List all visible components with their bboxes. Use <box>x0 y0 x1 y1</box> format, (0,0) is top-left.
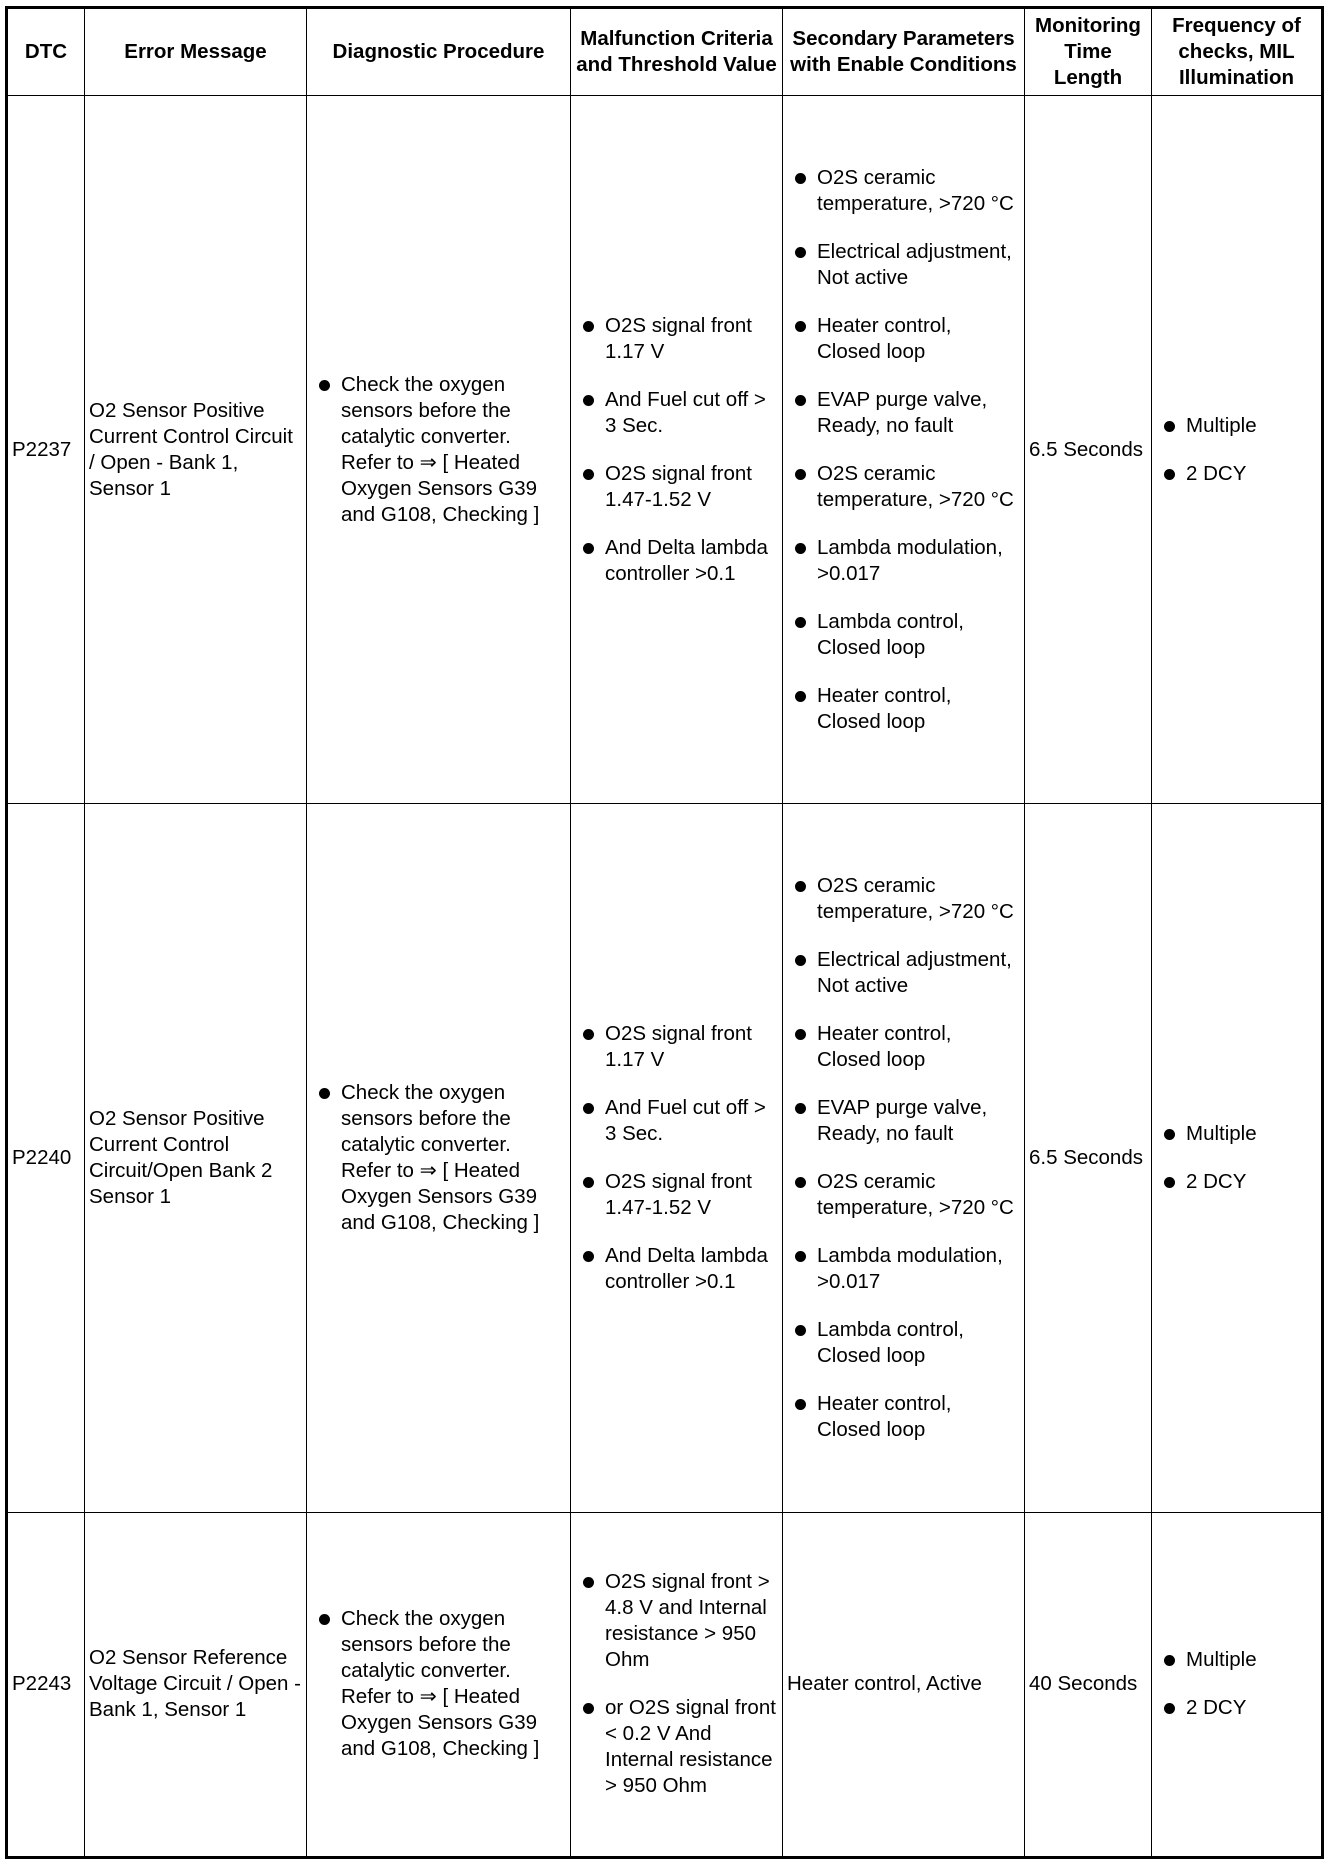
header-dtc: DTC <box>7 8 85 96</box>
diagnostic-procedure <box>307 1512 571 1857</box>
bullet-icon <box>1164 1703 1175 1714</box>
list-item: O2S signal front 1.17 V <box>575 1021 778 1073</box>
bullet-icon <box>319 1088 330 1099</box>
list-item: Heater control, Closed loop <box>787 683 1020 735</box>
header-secondary-parameters: Secondary Parameters with Enable Conditions <box>783 8 1025 96</box>
header-malfunction-criteria: Malfunction Criteria and Threshold Value <box>571 8 783 96</box>
dtc-code: P2243 <box>7 1512 85 1857</box>
list-item: Multiple <box>1156 413 1317 439</box>
frequency-list <box>1156 1647 1317 1721</box>
list-item: Lambda modulation, >0.017 <box>787 1243 1020 1295</box>
bullet-icon <box>583 321 594 332</box>
list-item: O2S ceramic temperature, >720 °C <box>787 461 1020 513</box>
header-row <box>7 8 1323 96</box>
dtc-code: P2240 <box>7 804 85 1512</box>
criteria-list <box>575 1021 778 1295</box>
secondary-list <box>787 165 1020 735</box>
list-item: O2S signal front > 4.8 V and Internal resistance > 950 Ohm <box>575 1569 778 1673</box>
bullet-icon <box>795 173 806 184</box>
bullet-icon <box>583 1103 594 1114</box>
list-item: And Fuel cut off > 3 Sec. <box>575 387 778 439</box>
bullet-icon <box>1164 469 1175 480</box>
frequency-list <box>1156 1121 1317 1195</box>
list-item: Heater control, Closed loop <box>787 1021 1020 1073</box>
malfunction-criteria <box>571 804 783 1512</box>
list-item: And Delta lambda controller >0.1 <box>575 1243 778 1295</box>
bullet-icon <box>319 1614 330 1625</box>
list-item: O2S ceramic temperature, >720 °C <box>787 1169 1020 1221</box>
bullet-icon <box>795 1177 806 1188</box>
frequency-list <box>1156 413 1317 487</box>
monitoring-time: 6.5 Seconds <box>1025 804 1152 1512</box>
list-item: And Fuel cut off > 3 Sec. <box>575 1095 778 1147</box>
bullet-icon <box>583 395 594 406</box>
bullet-icon <box>319 380 330 391</box>
list-item: Electrical adjustment, Not active <box>787 239 1020 291</box>
list-item: O2S signal front 1.17 V <box>575 313 778 365</box>
dtc-table <box>5 6 1324 1859</box>
bullet-icon <box>583 543 594 554</box>
procedure-list <box>311 372 566 528</box>
malfunction-criteria <box>571 1512 783 1857</box>
header-monitoring-time: Monitoring Time Length <box>1025 8 1152 96</box>
bullet-icon <box>1164 1129 1175 1140</box>
list-item: Electrical adjustment, Not active <box>787 947 1020 999</box>
frequency <box>1152 96 1323 804</box>
list-item: O2S signal front 1.47-1.52 V <box>575 461 778 513</box>
bullet-icon <box>795 881 806 892</box>
list-item: Lambda control, Closed loop <box>787 1317 1020 1369</box>
bullet-icon <box>795 1325 806 1336</box>
bullet-icon <box>583 469 594 480</box>
list-item: or O2S signal front < 0.2 V And Internal resistance > 950 Ohm <box>575 1695 778 1799</box>
monitoring-time: 6.5 Seconds <box>1025 96 1152 804</box>
list-item: Check the oxygen sensors before the catalytic converter. Refer to ⇒ [ Heated Oxygen Sensors G39 and G108, Checking ] <box>311 372 566 528</box>
bullet-icon <box>795 955 806 966</box>
frequency <box>1152 1512 1323 1857</box>
bullet-icon <box>795 469 806 480</box>
error-message: O2 Sensor Reference Voltage Circuit / Open - Bank 1, Sensor 1 <box>85 1512 307 1857</box>
list-item: O2S ceramic temperature, >720 °C <box>787 165 1020 217</box>
list-item: 2 DCY <box>1156 1695 1317 1721</box>
error-message: O2 Sensor Positive Current Control Circuit/Open Bank 2 Sensor 1 <box>85 804 307 1512</box>
malfunction-criteria <box>571 96 783 804</box>
bullet-icon <box>795 1399 806 1410</box>
bullet-icon <box>583 1577 594 1588</box>
bullet-icon <box>795 1103 806 1114</box>
list-item: Multiple <box>1156 1647 1317 1673</box>
bullet-icon <box>1164 421 1175 432</box>
bullet-icon <box>795 395 806 406</box>
list-item: Heater control, Closed loop <box>787 313 1020 365</box>
list-item: 2 DCY <box>1156 1169 1317 1195</box>
bullet-icon <box>795 691 806 702</box>
table-row <box>7 1512 1323 1857</box>
list-item: 2 DCY <box>1156 461 1317 487</box>
list-item: Check the oxygen sensors before the catalytic converter. Refer to ⇒ [ Heated Oxygen Sensors G39 and G108, Checking ] <box>311 1606 566 1762</box>
bullet-icon <box>583 1029 594 1040</box>
bullet-icon <box>583 1703 594 1714</box>
table-row <box>7 804 1323 1512</box>
bullet-icon <box>583 1177 594 1188</box>
criteria-list <box>575 1569 778 1799</box>
secondary-list <box>787 873 1020 1443</box>
bullet-icon <box>1164 1655 1175 1666</box>
list-item: EVAP purge valve, Ready, no fault <box>787 387 1020 439</box>
secondary-parameters <box>783 96 1025 804</box>
bullet-icon <box>795 543 806 554</box>
bullet-icon <box>795 617 806 628</box>
header-diagnostic-procedure: Diagnostic Procedure <box>307 8 571 96</box>
list-item: Check the oxygen sensors before the catalytic converter. Refer to ⇒ [ Heated Oxygen Sensors G39 and G108, Checking ] <box>311 1080 566 1236</box>
criteria-list <box>575 313 778 587</box>
bullet-icon <box>795 1029 806 1040</box>
frequency <box>1152 804 1323 1512</box>
monitoring-time: 40 Seconds <box>1025 1512 1152 1857</box>
secondary-parameters <box>783 804 1025 1512</box>
secondary-parameters: Heater control, Active <box>783 1512 1025 1857</box>
list-item: O2S signal front 1.47-1.52 V <box>575 1169 778 1221</box>
bullet-icon <box>583 1251 594 1262</box>
bullet-icon <box>795 1251 806 1262</box>
list-item: Multiple <box>1156 1121 1317 1147</box>
bullet-icon <box>795 247 806 258</box>
procedure-list <box>311 1606 566 1762</box>
error-message: O2 Sensor Positive Current Control Circuit / Open - Bank 1, Sensor 1 <box>85 96 307 804</box>
list-item: Lambda modulation, >0.017 <box>787 535 1020 587</box>
procedure-list <box>311 1080 566 1236</box>
dtc-code: P2237 <box>7 96 85 804</box>
diagnostic-procedure <box>307 96 571 804</box>
list-item: And Delta lambda controller >0.1 <box>575 535 778 587</box>
diagnostic-procedure <box>307 804 571 1512</box>
list-item: Heater control, Closed loop <box>787 1391 1020 1443</box>
header-error-message: Error Message <box>85 8 307 96</box>
bullet-icon <box>795 321 806 332</box>
table-row <box>7 96 1323 804</box>
list-item: O2S ceramic temperature, >720 °C <box>787 873 1020 925</box>
header-frequency: Frequency of checks, MIL Illumination <box>1152 8 1323 96</box>
list-item: Lambda control, Closed loop <box>787 609 1020 661</box>
bullet-icon <box>1164 1177 1175 1188</box>
list-item: EVAP purge valve, Ready, no fault <box>787 1095 1020 1147</box>
